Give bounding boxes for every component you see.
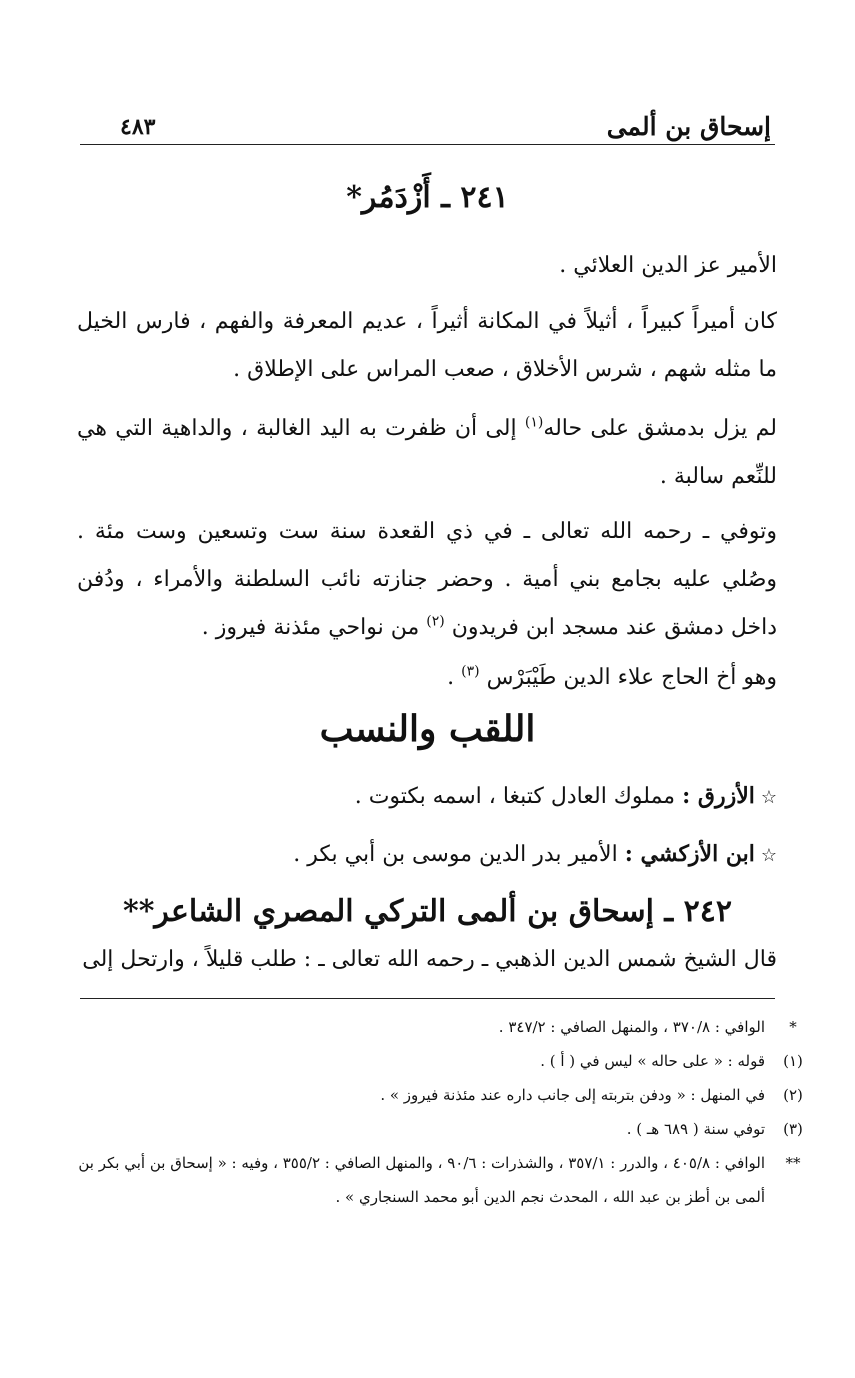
footnote	[71, 1078, 811, 1112]
footnote-ref-3: (٣)	[461, 663, 480, 680]
nickname-item	[77, 776, 777, 818]
star-icon: ☆	[760, 845, 777, 866]
paragraph	[77, 405, 777, 501]
footnote-mark: *	[789, 1018, 797, 1036]
footnote-text: الوافي : ٣٧٠/٨ ، والمنهل الصافي : ٣٤٧/٢ .	[498, 1018, 765, 1036]
paragraph: قال الشيخ شمس الدين الذهبي ـ رحمه الله تعالى ـ : طلب قليلاً ، وارتحل إلى	[82, 947, 777, 972]
page-number: ٤٨٣	[120, 114, 156, 140]
footnote-text: الوافي : ٤٠٥/٨ ، والدرر : ٣٥٧/١ ، والشذرات : ٩٠/٦ ، والمنهل الصافي : ٣٥٥/٢ ، وفيه : « إسحاق بن أبي بكر بن ألمى بن أطز بن عبد الله ، المحدث نجم الدين أبو محمد السنجاري » .	[78, 1154, 765, 1206]
footnote-text: في المنهل : « ودفن بتربته إلى جانب داره عند مئذنة فيروز » .	[380, 1086, 765, 1104]
text-span: وهو أخ الحاج علاء الدين طَيْبَرْس	[486, 665, 777, 690]
text-span: لم يزل بدمشق على حاله	[543, 416, 777, 441]
footnote	[71, 1146, 811, 1214]
footnotes	[71, 1010, 811, 1214]
running-title: إسحاق بن ألمى	[606, 112, 771, 141]
footnote-ref-1: (١)	[524, 414, 544, 431]
paragraph: كان أميراً كبيراً ، أثيلاً في المكانة أثيراً ، عديم المعرفة والفهم ، فارس الخيل ما مثله شهم ، شرس الأخلاق ، صعب المراس على الإطلاق .	[77, 309, 777, 382]
footnote	[71, 1010, 811, 1044]
footnote-mark: (١)	[783, 1052, 803, 1070]
footnote-mark: (٢)	[783, 1086, 803, 1104]
running-header	[80, 110, 775, 145]
entry-241-title-line	[77, 242, 777, 290]
entry-241-description	[77, 298, 777, 394]
entry-241-heading: ٢٤١ ـ أَزْدَمُر*	[346, 180, 509, 215]
text-span: وتوفي ـ رحمه الله تعالى ـ في ذي القعدة سنة ست وتسعين وست مئة . وصُلي عليه بجامع بني أمية . وحضر جنازته نائب السلطنة والأمراء ، ودُفن داخل دمشق عند مسجد ابن فريدون	[77, 519, 777, 640]
footnote-divider	[80, 998, 775, 999]
text-span: من نواحي مئذنة فيروز .	[201, 615, 420, 640]
nickname-text: الأمير بدر الدين موسى بن أبي بكر .	[293, 842, 618, 867]
section-heading: اللقب والنسب	[319, 708, 536, 750]
entry-242-heading: ٢٤٢ ـ إسحاق بن ألمى التركي المصري الشاعر**	[123, 894, 732, 929]
nickname-term: الأزرق :	[682, 783, 755, 809]
text-span: .	[447, 665, 455, 690]
star-icon: ☆	[760, 787, 777, 808]
entry-242-text	[77, 936, 777, 984]
nickname-text: مملوك العادل كتبغا ، اسمه بكتوت .	[354, 784, 676, 809]
footnote	[71, 1112, 811, 1146]
text-span: إلى أن ظفرت به اليد الغالبة ، والداهية التي هي للنِّعم سالبة .	[77, 416, 777, 489]
footnote-mark: **	[785, 1154, 801, 1172]
nickname-term: ابن الأزكشي :	[624, 841, 755, 867]
entry-241-death	[77, 508, 777, 652]
paragraph: الأمير عز الدين العلائي .	[559, 253, 777, 278]
footnote-ref-2: (٢)	[426, 613, 445, 630]
entry-241-damascus	[77, 405, 777, 501]
paragraph	[77, 654, 777, 702]
footnote-text: توفي سنة ( ٦٨٩ هـ ) .	[626, 1120, 765, 1138]
nickname-item	[77, 834, 777, 876]
footnote-mark: (٣)	[783, 1120, 803, 1138]
footnote	[71, 1044, 811, 1078]
footnote-text: قوله : « على حاله » ليس في ( أ ) .	[540, 1052, 765, 1070]
paragraph	[77, 508, 777, 652]
entry-241-brother	[77, 654, 777, 702]
